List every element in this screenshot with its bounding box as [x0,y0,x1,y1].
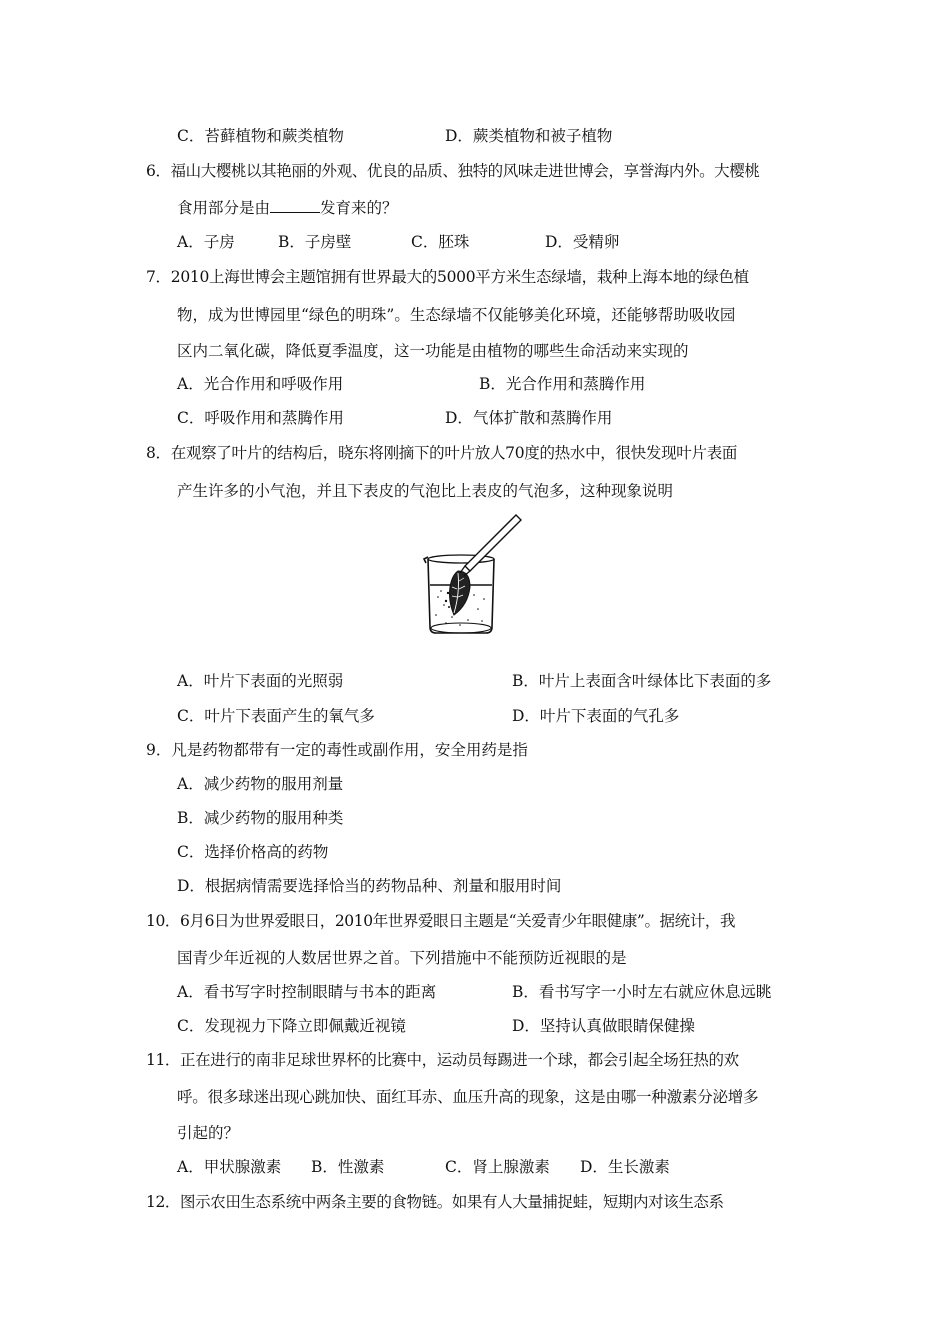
q8-stem-line1: 8．在观察了叶片的结构后，晓东将刚摘下的叶片放人70度的热水中，很快发现叶片表面 [146,444,738,462]
q6-option-b: B．子房壁 [278,233,352,251]
q9-option-a: A．减少药物的服用剂量 [177,775,344,793]
q8-option-a: A．叶片下表面的光照弱 [177,672,344,690]
q11-stem-line1: 11．正在进行的南非足球世界杯的比赛中，运动员每踢进一个球，都会引起全场狂热的欢 [146,1051,739,1069]
q11-option-a: A．甲状腺激素 [177,1158,282,1176]
q6-option-a: A．子房 [177,233,235,251]
q11-option-d: D．生长激素 [580,1158,670,1176]
q11-stem-line2: 呼。很多球迷出现心跳加快、面红耳赤、血压升高的现象，这是由哪一种激素分泌增多 [177,1088,759,1106]
q8-stem-line2: 产生许多的小气泡，并且下表皮的气泡比上表皮的气泡多，这种现象说明 [177,482,674,500]
q7-stem-line3: 区内二氧化碳，降低夏季温度，这一功能是由植物的哪些生命活动来实现的 [177,342,689,360]
q5-option-d: D．蕨类植物和被子植物 [445,127,613,145]
q5-option-c: C．苔藓植物和蕨类植物 [177,127,344,145]
q9-option-b: B．减少药物的服用种类 [177,809,344,827]
q8-option-d: D．叶片下表面的气孔多 [512,707,680,725]
forceps-icon [460,515,521,576]
q11-option-c: C．肾上腺激素 [445,1158,550,1176]
q10-stem-line2: 国青少年近视的人数居世界之首。下列措施中不能预防近视眼的是 [177,949,627,967]
q6-option-c: C．胚珠 [411,233,470,251]
q10-stem-line1: 10．6月6日为世界爱眼日，2010年世界爱眼日主题是“关爱青少年眼健康”。据统计，我 [146,912,736,930]
q12-stem-line1: 12．图示农田生态系统中两条主要的食物链。如果有人大量捕捉蛙，短期内对该生态系 [146,1193,724,1211]
q9-option-c: C．选择价格高的药物 [177,843,329,861]
q10-option-c: C．发现视力下降立即佩戴近视镜 [177,1017,406,1035]
q6-option-d: D．受精卵 [545,233,620,251]
q8-option-b: B．叶片上表面含叶绿体比下表面的多 [512,672,772,690]
q7-option-c: C．呼吸作用和蒸腾作用 [177,409,344,427]
q11-option-b: B．性激素 [311,1158,385,1176]
q6-stem-post: 发育来的？ [320,199,398,217]
q10-option-d: D．坚持认真做眼睛保健操 [512,1017,695,1035]
q11-stem-line3: 引起的？ [177,1124,240,1142]
q10-option-a: A．看书写字时控制眼睛与书本的距离 [177,983,437,1001]
q6-stem-pre: 食用部分是由 [177,199,271,217]
q7-option-d: D．气体扩散和蒸腾作用 [445,409,613,427]
q6-stem-line1: 6．福山大樱桃以其艳丽的外观、优良的品质、独特的风味走进世博会，享誉海内外。大樱桃 [146,162,760,180]
answer-blank [270,198,320,213]
q7-stem-line1: 7．2010上海世博会主题馆拥有世界最大的5000平方米生态绿墙，栽种上海本地的绿色植 [146,268,749,286]
q7-stem-line2: 物，成为世博园里“绿色的明珠”。生态绿墙不仅能够美化环境，还能够帮助吸收园 [177,306,736,324]
q7-option-b: B．光合作用和蒸腾作用 [479,375,646,393]
leaf-icon [445,571,470,615]
q6-stem-line2 [177,198,398,218]
q9-option-d: D．根据病情需要选择恰当的药物品种、剂量和服用时间 [177,877,562,895]
q8-option-c: C．叶片下表面产生的氧气多 [177,707,375,725]
beaker-leaf-figure [408,505,533,645]
q10-option-b: B．看书写字一小时左右就应休息远眺 [512,983,772,1001]
q9-stem: 9．凡是药物都带有一定的毒性或副作用，安全用药是指 [146,741,528,759]
q7-option-a: A．光合作用和呼吸作用 [177,375,344,393]
